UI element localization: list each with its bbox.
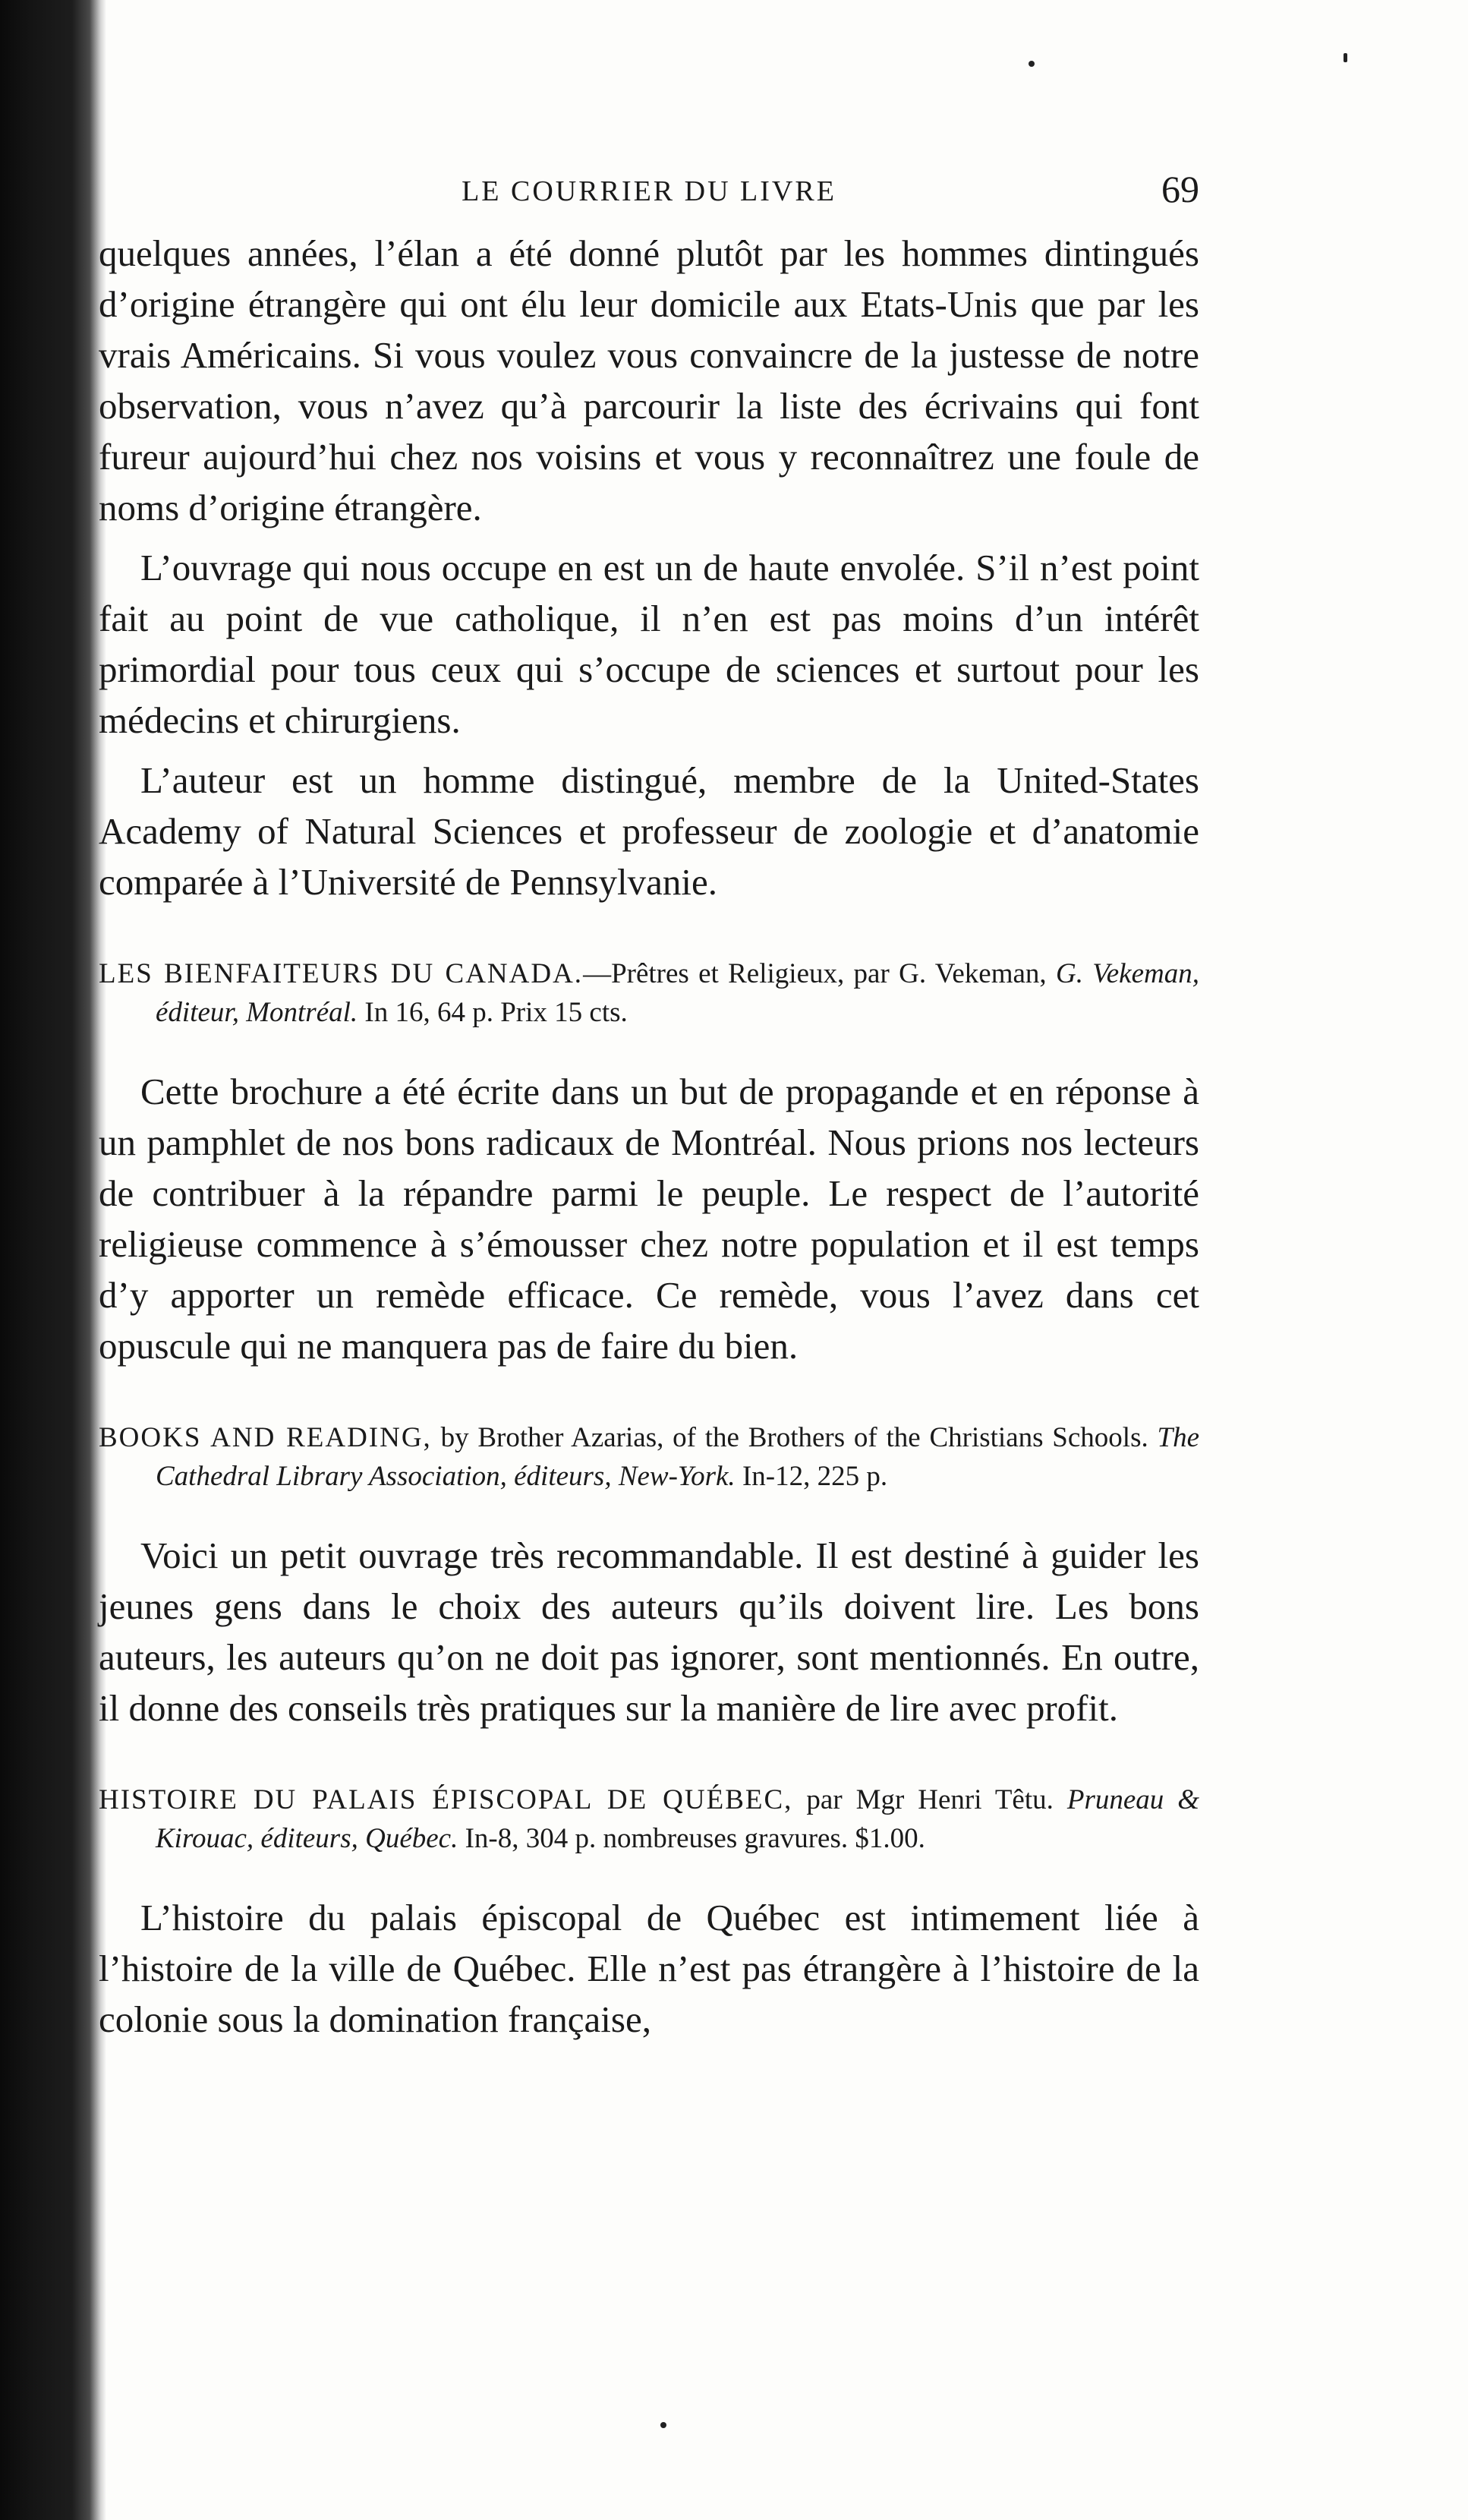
paragraph-auteur: L’auteur est un homme distingué, membre de la United-States Academy of Natural Sciences et professeur de zoologie et d’anatomie comparée à l’Université de Pennsylvanie. (99, 759, 1199, 903)
bibliographic-entry (99, 954, 1199, 1032)
paragraph-continued: quelques années, l’élan a été donné plutôt par les hommes dintingués d’origine étrangère qui ont élu leur domicile aux Etats-Unis que par les vrais Américains. Si vous voulez vous convaincre de la justesse de notre observation, vous n’avez qu’à parcourir la liste des écrivains qui font fureur aujourd’hui chez nos voisins et vous y reconnaîtrez une foule de noms d’origine étrangère. (99, 232, 1199, 528)
page-number: 69 (1161, 168, 1199, 210)
scan-speck (1344, 53, 1347, 62)
scan-speck (1029, 61, 1035, 67)
entry-title: HISTOIRE DU PALAIS ÉPISCOPAL DE QUÉBEC, (99, 1784, 793, 1815)
entry-title: LES BIENFAITEURS DU CANADA. (99, 958, 584, 989)
entry-author: by Brother Azarias, of the Brothers of the Christians Schools. (440, 1422, 1148, 1453)
entry-details: In 16, 64 p. Prix 15 cts. (364, 997, 628, 1028)
paragraph-histoire: L’histoire du palais épiscopal de Québec est intimement liée à l’histoire de la ville de Québec. Elle n’est pas étrangère à l’histoire de la colonie sous la domination française, (99, 1897, 1199, 2040)
entry-title: BOOKS AND READING, (99, 1422, 432, 1453)
paragraph-ouvrage: L’ouvrage qui nous occupe en est un de haute envolée. S’il n’est point fait au point de vue catholique, il n’en est pas moins d’un intérêt primordial pour tous ceux qui s’occupe de sciences et surtout pour les médecins et chirurgiens. (99, 547, 1199, 741)
running-title: LE COURRIER DU LIVRE (462, 175, 836, 207)
scan-speck (660, 2422, 666, 2428)
entry-author: —Prêtres et Religieux, par G. Vekeman, (583, 958, 1047, 989)
entry-author: par Mgr Henri Têtu. (806, 1784, 1054, 1815)
entry-details: In-12, 225 p. (742, 1461, 888, 1492)
running-head (99, 167, 1199, 213)
book-page (99, 0, 1199, 2520)
entry-publisher: Pruneau & Kirouac, éditeurs, Québec. (156, 1784, 1200, 1854)
entry-publisher: G. Vekeman, éditeur, Montréal. (156, 958, 1199, 1028)
page-body (99, 228, 1199, 2054)
entry-details: In-8, 304 p. nombreuses gravures. $1.00. (465, 1823, 925, 1854)
paragraph-books-and-reading: Voici un petit ouvrage très recommandable. Il est destiné à guider les jeunes gens dans le choix des auteurs qu’ils doivent lire. Les bons auteurs, les auteurs qu’on ne doit pas ignorer, sont mentionnés. En outre, il donne des conseils très pratiques sur la manière de lire avec profit. (99, 1534, 1199, 1729)
bibliographic-entry (99, 1418, 1199, 1496)
page-binding-edge (0, 0, 106, 2520)
entry-publisher: The Cathedral Library Association, éditeurs, New-York. (156, 1422, 1199, 1492)
paragraph-brochure: Cette brochure a été écrite dans un but de propagande et en réponse à un pamphlet de nos bons radicaux de Montréal. Nous prions nos lecteurs de contribuer à la répandre parmi le peuple. Le respect de l’autorité religieuse commence à s’émousser chez notre population et il est temps d’y apporter un remède efficace. Ce remède, vous l’avez dans cet opuscule qui ne manquera pas de faire du bien. (99, 1071, 1199, 1367)
bibliographic-entry (99, 1780, 1199, 1858)
